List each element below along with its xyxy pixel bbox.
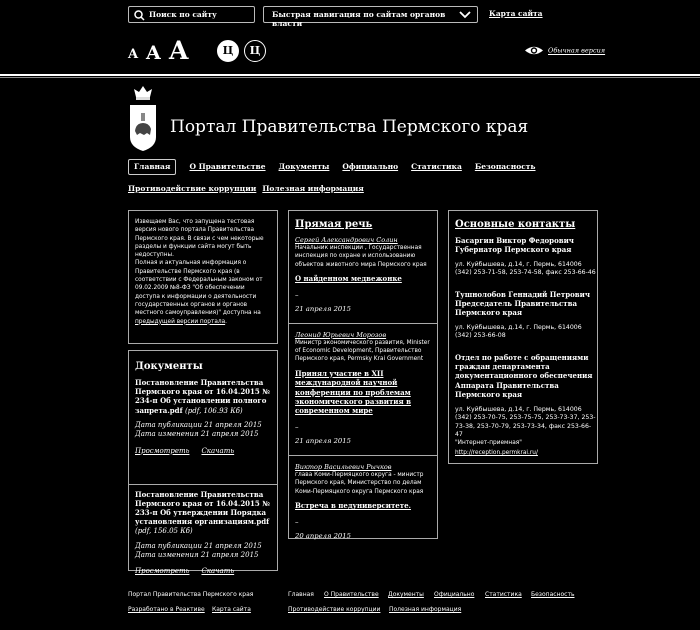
color-scheme-dark[interactable]: Ц <box>244 40 266 62</box>
coat-of-arms-logo <box>128 85 158 155</box>
contacts-title[interactable]: Основные контакты <box>455 219 576 230</box>
menu-item-anticorruption[interactable]: Противодействие коррупции <box>128 184 257 193</box>
speech-date: 21 апреля 2015 <box>295 304 351 313</box>
chevron-down-icon <box>459 11 471 19</box>
document-name: Постановление Правительства Пермского края от 16.04.2015 № 234-п Об установлении полного запрета.pdf <box>135 378 270 415</box>
test-version-notice <box>128 210 278 344</box>
reception-link[interactable]: http://reception.permkrai.ru/ <box>455 449 538 456</box>
download-link[interactable]: Скачать <box>201 567 235 576</box>
view-link[interactable]: Просмотреть <box>135 567 190 576</box>
font-size-large[interactable]: A <box>169 36 189 65</box>
contact-name: Басаргин Виктор Федорович Губернатор Пермского края <box>455 236 574 255</box>
speech-headline[interactable]: Встреча в педуниверситете. <box>295 501 411 511</box>
contacts-panel <box>448 210 598 464</box>
footer-link-documents[interactable]: Документы <box>388 591 424 598</box>
publish-date: Дата публикации 21 апреля 2015 <box>135 541 262 550</box>
contact-name: Отдел по работе с обращениями граждан департамента документационного обеспечения Аппарата Правительства Пермского края <box>455 352 593 400</box>
modified-date: Дата изменения 21 апреля 2015 <box>135 551 259 560</box>
notice-text: Извещаем Вас, что запущена тестовая версия нового портала Правительства Пермского края. В связи с чем некоторые разделы и функции сайта могут быть недоступны. <box>135 219 264 259</box>
footer-link-security[interactable]: Безопасность <box>531 591 575 598</box>
menu-item-official[interactable]: Официально <box>342 162 399 171</box>
previous-version-link[interactable]: предыдущей версии портала <box>135 318 226 325</box>
divider <box>289 455 437 456</box>
publish-date: Дата публикации 21 апреля 2015 <box>135 420 262 429</box>
speech-date: 20 апреля 2015 <box>295 531 351 540</box>
color-scheme-light[interactable]: Ц <box>217 40 239 62</box>
font-size-small[interactable]: A <box>128 47 139 62</box>
document-size: (pdf, 106.93 Кб) <box>185 406 243 415</box>
document-name: Постановление Правительства Пермского края от 16.04.2015 № 233-п Об утверждении Порядка установления организациям.pdf <box>135 489 270 527</box>
search-input[interactable] <box>128 6 255 23</box>
speaker-name[interactable]: Виктор Васильевич Рычков <box>295 462 392 471</box>
footer-link-useful-info[interactable]: Полезная информация <box>389 606 462 613</box>
menu-item-government[interactable]: О Правительстве <box>189 162 266 171</box>
dash: – <box>295 422 299 431</box>
dash: – <box>295 290 299 299</box>
site-title: Портал Правительства Пермского края <box>170 117 529 137</box>
sitemap-link[interactable]: Карта сайта <box>489 9 543 18</box>
speech-date: 21 апреля 2015 <box>295 436 351 445</box>
speaker-name[interactable]: Леонид Юрьевич Морозов <box>295 330 387 339</box>
footer-link-home[interactable]: Главная <box>288 591 314 598</box>
notice-text-2: Полная и актуальная информация о Правительстве Пермского края (в соответствии с Федеральным законом от 09.02.2009 №8-ФЗ "Об обеспечении доступа к информации о деятельности государственных органов и органов местного самоуправления)" доступна на <box>135 260 263 317</box>
speech-title[interactable]: Прямая речь <box>295 219 373 230</box>
notice-end: . <box>225 318 227 325</box>
menu-item-security[interactable]: Безопасность <box>474 162 536 171</box>
footer-link-anticorruption[interactable]: Противодействие коррупции <box>288 606 381 613</box>
download-link[interactable]: Скачать <box>201 446 235 455</box>
footer-link-official[interactable]: Официально <box>434 591 475 598</box>
menu-item-useful-info[interactable]: Полезная информация <box>262 184 364 193</box>
contact-name: Тушнолобов Геннадий Петрович Председатель Правительства Пермского края <box>455 289 590 318</box>
modified-date: Дата изменения 21 апреля 2015 <box>135 430 259 439</box>
normal-version-link[interactable] <box>524 45 605 56</box>
document-item <box>135 378 277 416</box>
document-item <box>135 490 277 537</box>
speaker-position: Начальник инспекции , Государственная инспекция по охране и использованию объектов животного мира Пермского края <box>295 245 427 268</box>
divider <box>129 484 277 485</box>
search-icon <box>134 10 145 21</box>
speaker-position: Министр экономического развития, Minister of Economic Development, Правительство Пермского края, Permsky Krai Government <box>295 339 430 363</box>
divider <box>289 323 437 324</box>
footer-title: Портал Правительства Пермского края <box>128 591 254 598</box>
view-link[interactable]: Просмотреть <box>135 446 190 455</box>
eye-icon <box>524 45 544 56</box>
quick-nav-select[interactable] <box>263 6 478 28</box>
speech-headline[interactable]: Принял участие в XII международной научной конференции по проблемам экономического развития в современном мире <box>295 368 411 416</box>
contact-address: ул. Куйбышева, д.14, г. Пермь, 614006 (342) 253-70-75, 253-75-75, 253-73-37, 253-73-38, 253-70-79, 253-73-34, факс 253-66-47 <box>455 405 596 438</box>
reception-label: "Интернет-приемная" <box>455 440 522 447</box>
documents-panel <box>128 350 278 576</box>
main-menu <box>128 156 598 200</box>
footer-developer-link[interactable]: Разработано в Реактиве <box>128 606 205 613</box>
footer-link-statistics[interactable]: Статистика <box>485 591 522 598</box>
footer-link-government[interactable]: О Правительстве <box>324 591 379 598</box>
menu-item-statistics[interactable]: Статистика <box>411 162 462 171</box>
documents-title: Документы <box>135 361 203 372</box>
normal-version-label: Обычная версия <box>548 46 606 55</box>
menu-item-home[interactable]: Главная <box>128 159 176 175</box>
document-size: (pdf, 156.05 Кб) <box>135 527 193 536</box>
speaker-name[interactable]: Сергей Александрович Солин <box>295 236 398 244</box>
search-placeholder: Поиск по сайту <box>149 10 217 19</box>
footer-sitemap-link[interactable]: Карта сайта <box>212 606 251 613</box>
divider <box>0 77 700 78</box>
menu-item-documents[interactable]: Документы <box>278 162 330 171</box>
contact-address: ул. Куйбышева, д.14, г. Пермь, 614006 (342) 253-71-58, 253-74-58, факс 253-66-46 <box>455 260 596 277</box>
speaker-position: глава Коми-Пермяцкого округа - министр Пермского края, Министерство по делам Коми-Пермяцкого округа Пермского края <box>295 471 424 495</box>
dash: – <box>295 517 299 526</box>
contact-address: ул. Куйбышева, д.14, г. Пермь, 614006 (342) 253-66-08 <box>455 323 582 340</box>
direct-speech-panel <box>288 210 438 539</box>
font-size-medium[interactable]: A <box>146 42 161 64</box>
quick-nav-label: Быстрая навигация по сайтам органов власти <box>272 10 446 28</box>
divider <box>0 74 700 76</box>
speech-headline[interactable]: О найденном медвежонке <box>295 274 402 284</box>
